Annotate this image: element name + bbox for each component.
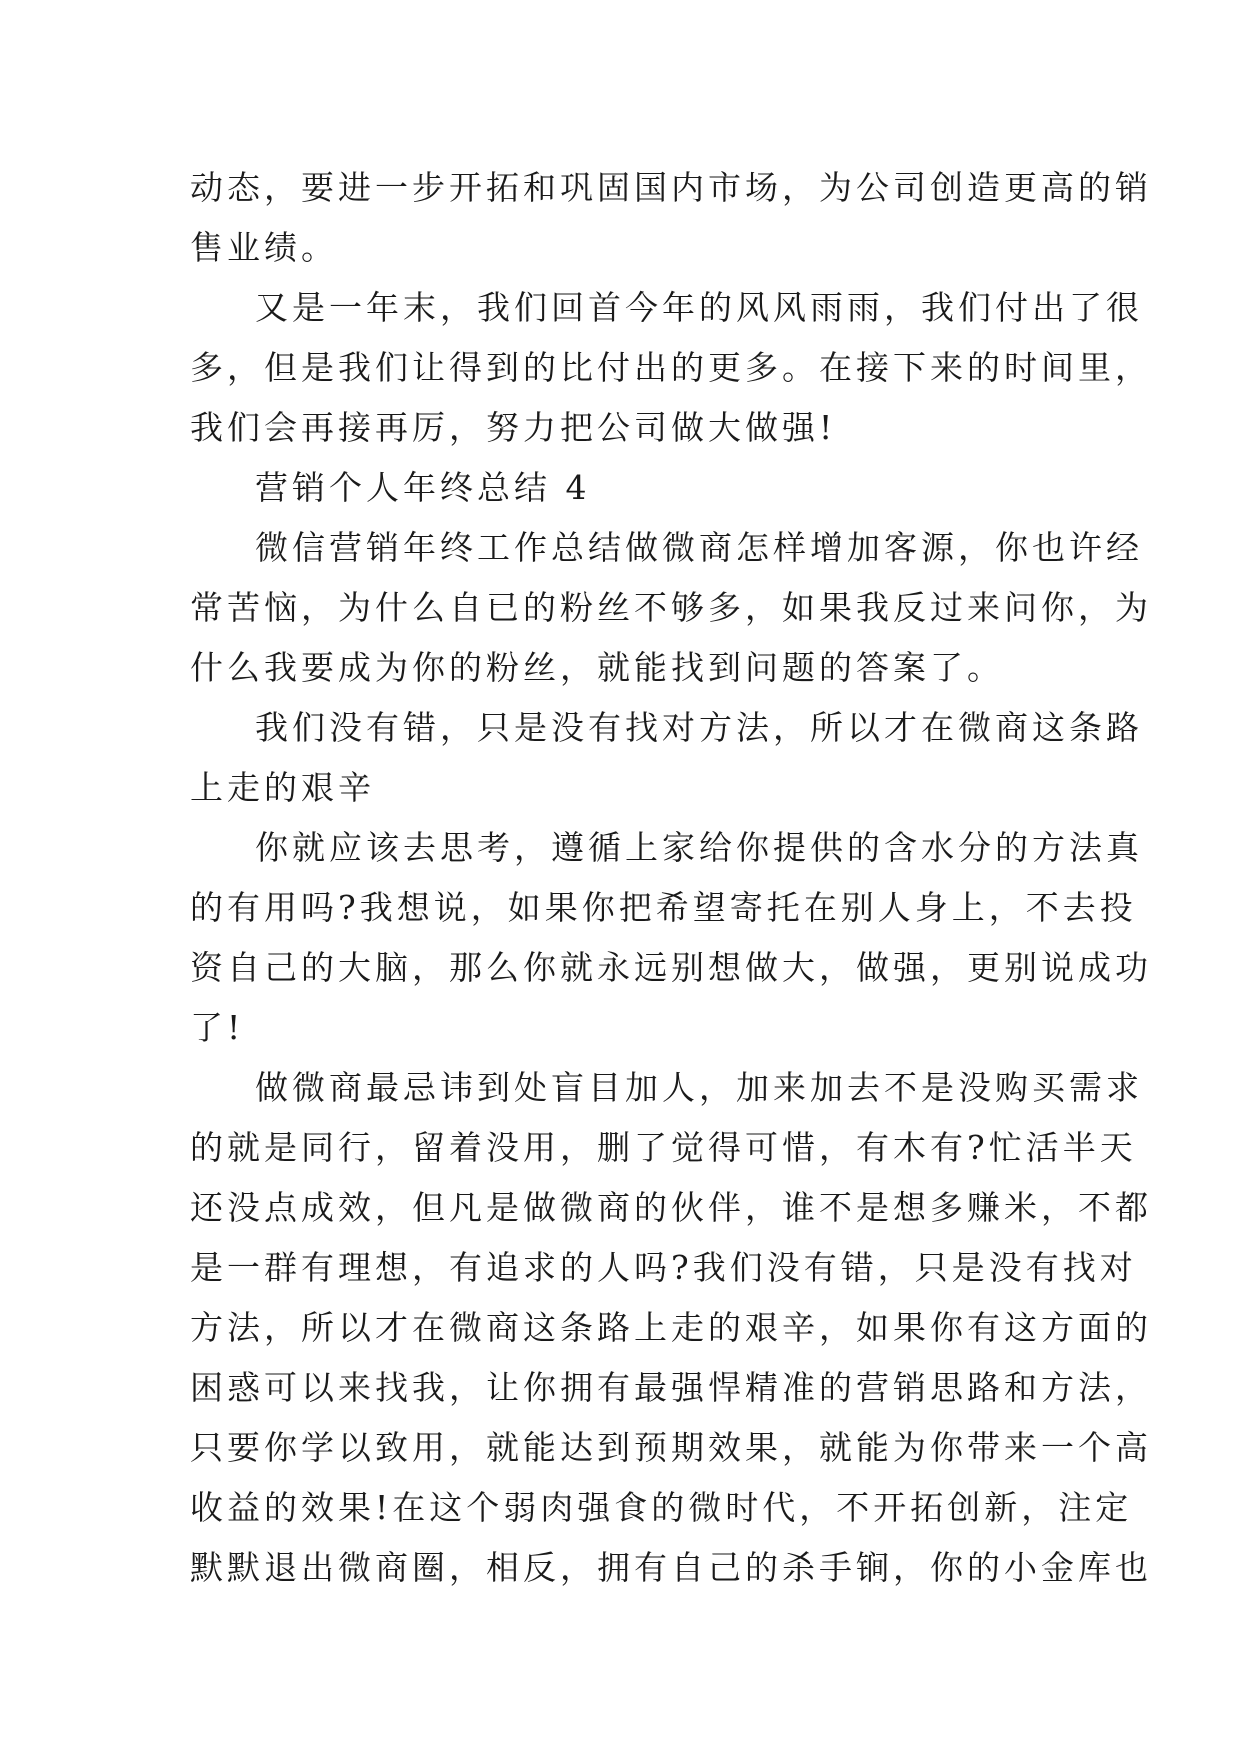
- text-line: 默默退出微商圈，相反，拥有自己的杀手锏，你的小金库也: [190, 1548, 1152, 1587]
- text-line: 了!: [190, 1008, 245, 1047]
- paragraph-first-line: 做微商最忌讳到处盲目加人，加来加去不是没购买需求: [255, 1068, 1143, 1107]
- text-line: 还没点成效，但凡是做微商的伙伴，谁不是想多赚米，不都: [190, 1188, 1152, 1227]
- text-line: 售业绩。: [190, 228, 338, 267]
- text-line: 方法，所以才在微商这条路上走的艰辛，如果你有这方面的: [190, 1308, 1152, 1347]
- text-line: 困惑可以来找我，让你拥有最强悍精准的营销思路和方法，: [190, 1368, 1152, 1407]
- text-line: 的有用吗?我想说，如果你把希望寄托在别人身上，不去投: [190, 888, 1137, 927]
- text-line: 资自己的大脑，那么你就永远别想做大，做强，更别说成功: [190, 948, 1152, 987]
- text-line: 上走的艰辛: [190, 768, 375, 807]
- paragraph-first-line: 你就应该去思考，遵循上家给你提供的含水分的方法真: [255, 828, 1143, 867]
- text-line: 什么我要成为你的粉丝，就能找到问题的答案了。: [190, 648, 1004, 687]
- document-body: [190, 158, 1152, 1598]
- text-line: 多，但是我们让得到的比付出的更多。在接下来的时间里，: [190, 348, 1152, 387]
- text-line: 的就是同行，留着没用，删了觉得可惜，有木有?忙活半天: [190, 1128, 1137, 1167]
- text-line: 常苦恼，为什么自已的粉丝不够多，如果我反过来问你，为: [190, 588, 1152, 627]
- section-heading: 营销个人年终总结 4: [255, 468, 591, 507]
- text-line: 我们会再接再厉，努力把公司做大做强!: [190, 408, 837, 447]
- text-line: 是一群有理想，有追求的人吗?我们没有错，只是没有找对: [190, 1248, 1137, 1287]
- paragraph-first-line: 微信营销年终工作总结做微商怎样增加客源，你也许经: [255, 528, 1143, 567]
- paragraph-first-line: 又是一年末，我们回首今年的风风雨雨，我们付出了很: [255, 288, 1143, 327]
- paragraph-first-line: 我们没有错，只是没有找对方法，所以才在微商这条路: [255, 708, 1143, 747]
- text-line: 只要你学以致用，就能达到预期效果，就能为你带来一个高: [190, 1428, 1152, 1467]
- text-line: 收益的效果!在这个弱肉强食的微时代，不开拓创新，注定: [190, 1488, 1133, 1527]
- text-line: 动态，要进一步开拓和巩固国内市场，为公司创造更高的销: [190, 168, 1152, 207]
